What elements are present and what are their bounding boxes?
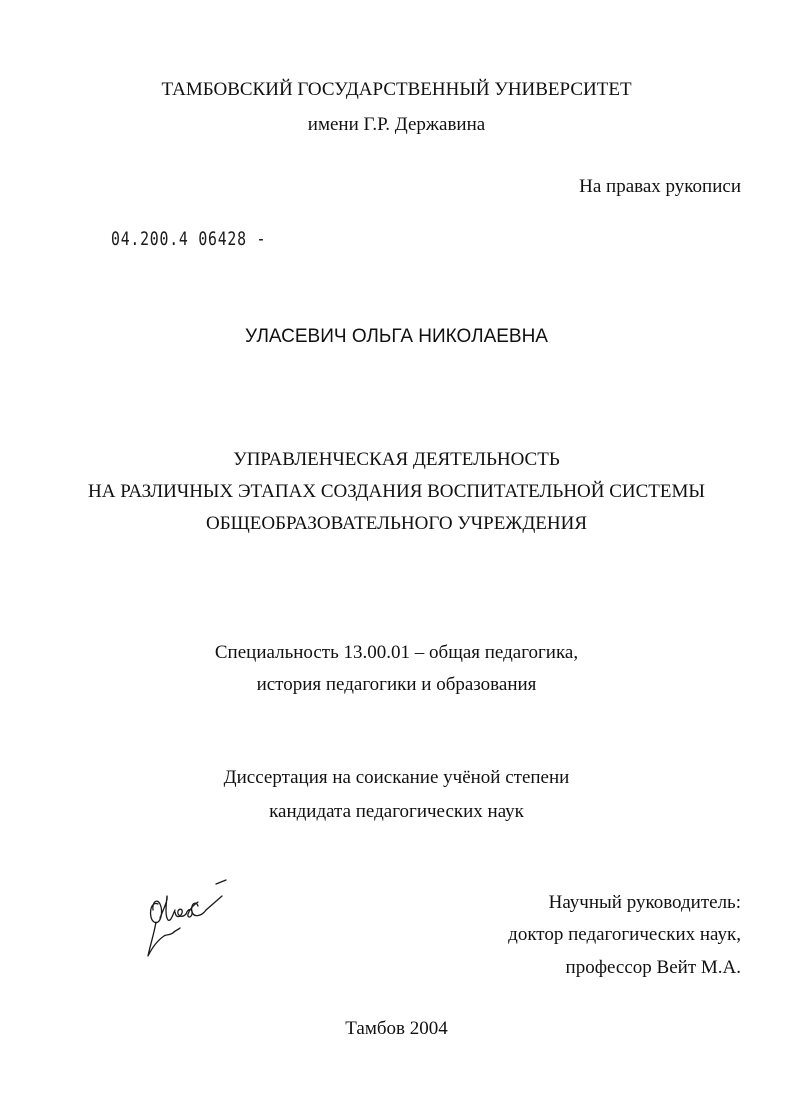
title-line-3: ОБЩЕОБРАЗОВАТЕЛЬНОГО УЧРЕЖДЕНИЯ: [205, 513, 588, 534]
title-line-2: НА РАЗЛИЧНЫХ ЭТАПАХ СОЗДАНИЯ ВОСПИТАТЕЛЬНОЙ СИСТЕМЫ: [88, 481, 705, 502]
degree-line-1: Диссертация на соискание учёной степени: [223, 767, 570, 788]
place-year: Тамбов 2004: [345, 1018, 448, 1039]
supervisor-label: Научный руководитель:: [548, 892, 741, 913]
title-line-1: УПРАВЛЕНЧЕСКАЯ ДЕЯТЕЛЬНОСТЬ: [233, 449, 560, 470]
manuscript-note: На правах рукописи: [579, 176, 741, 197]
handwritten-signature: [140, 878, 236, 964]
specialty-line-1: Специальность 13.00.01 – общая педагогика,: [214, 642, 579, 663]
supervisor-degree: доктор педагогических наук,: [508, 924, 741, 945]
degree-line-2: кандидата педагогических наук: [269, 801, 524, 822]
supervisor-name: профессор Вейт М.А.: [565, 957, 741, 978]
university-name: ТАМБОВСКИЙ ГОСУДАРСТВЕННЫЙ УНИВЕРСИТЕТ: [161, 79, 632, 100]
specialty-line-2: история педагогики и образования: [256, 674, 537, 695]
university-named-after: имени Г.Р. Державина: [307, 114, 486, 135]
registration-stamp: 04.200.4 06428 -: [111, 228, 267, 250]
author-name: УЛАСЕВИЧ ОЛЬГА НИКОЛАЕВНА: [245, 326, 548, 347]
